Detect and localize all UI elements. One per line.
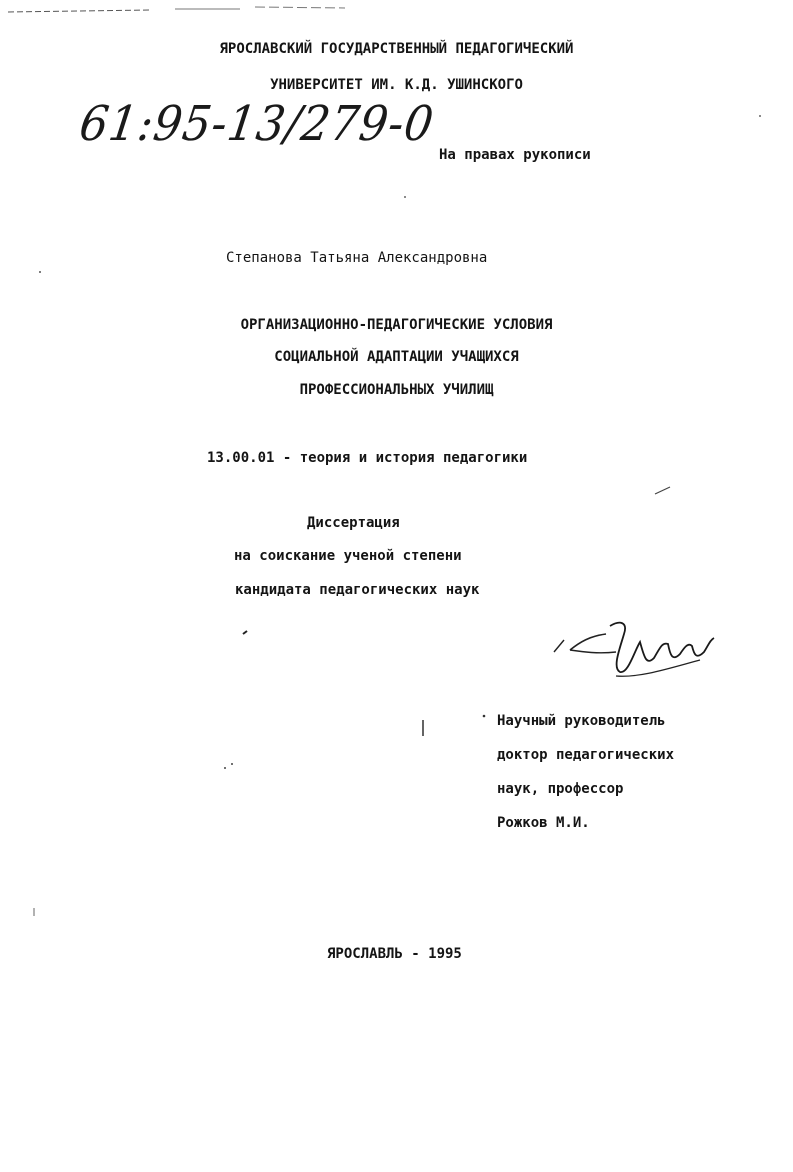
supervisor-title: наук, профессор [497,781,624,797]
thesis-title-line2: СОЦИАЛЬНОЙ АДАПТАЦИИ УЧАЩИХСЯ [274,349,519,365]
handwritten-signature [550,612,720,692]
degree-line1: Диссертация [307,515,400,531]
university-name-line2: УНИВЕРСИТЕТ ИМ. К.Д. УШИНСКОГО [270,77,523,93]
thesis-title-line1: ОРГАНИЗАЦИОННО-ПЕДАГОГИЧЕСКИЕ УСЛОВИЯ [240,317,553,333]
author-name: Степанова Татьяна Александровна [226,250,488,266]
university-name-line1: ЯРОСЛАВСКИЙ ГОСУДАРСТВЕННЫЙ ПЕДАГОГИЧЕСКИЙ [219,41,574,57]
city-year: ЯРОСЛАВЛЬ - 1995 [327,946,462,962]
degree-line3: кандидата педагогических наук [235,582,480,598]
supervisor-degree: доктор педагогических [497,747,675,763]
thesis-title-line3: ПРОФЕССИОНАЛЬНЫХ УЧИЛИЩ [299,382,494,398]
degree-line2: на соискание ученой степени [234,548,462,564]
handwritten-catalog-code: 61:95-13/279-0 [76,96,438,152]
specialty-code: 13.00.01 - теория и история педагогики [207,450,528,466]
supervisor-label: Научный руководитель [497,713,666,729]
rights-note: На правах рукописи [439,147,591,163]
supervisor-name: Рожков М.И. [497,815,590,831]
